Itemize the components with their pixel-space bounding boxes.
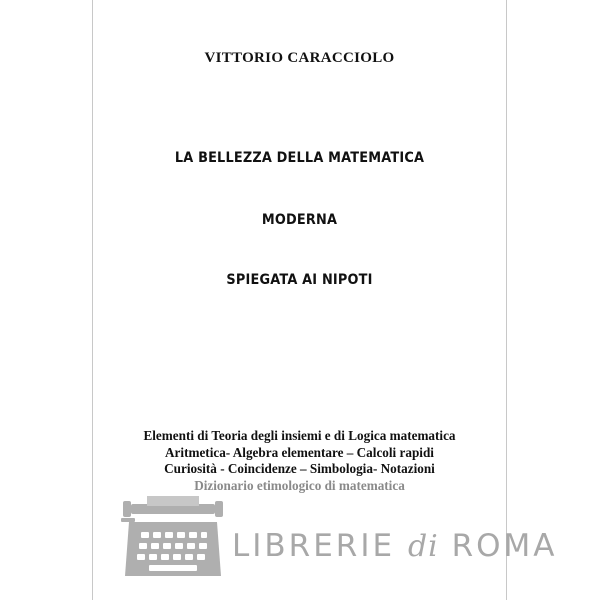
- watermark-di: di: [407, 529, 439, 564]
- topic-line: Aritmetica- Algebra elementare – Calcoli rapidi: [165, 444, 434, 460]
- topics-list: [93, 428, 506, 494]
- watermark-roma: ROMA: [451, 528, 558, 564]
- watermark-text: [232, 528, 558, 564]
- topic-line: Elementi di Teoria degli insiemi e di Logica matematica: [143, 428, 456, 443]
- topic-line: Dizionario etimologico di matematica: [194, 477, 405, 493]
- typewriter-icon: [121, 496, 225, 578]
- watermark-librerie: LIBRERIE: [232, 528, 396, 564]
- title-line-2: MODERNA: [261, 212, 338, 228]
- title-line-3: SPIEGATA AI NIPOTI: [226, 272, 373, 288]
- topic-line: Curiosità - Coincidenze – Simbologia- Notazioni: [164, 461, 435, 476]
- title-line-1: LA BELLEZZA DELLA MATEMATICA: [174, 150, 425, 166]
- author-name: VITTORIO CARACCIOLO: [204, 50, 395, 66]
